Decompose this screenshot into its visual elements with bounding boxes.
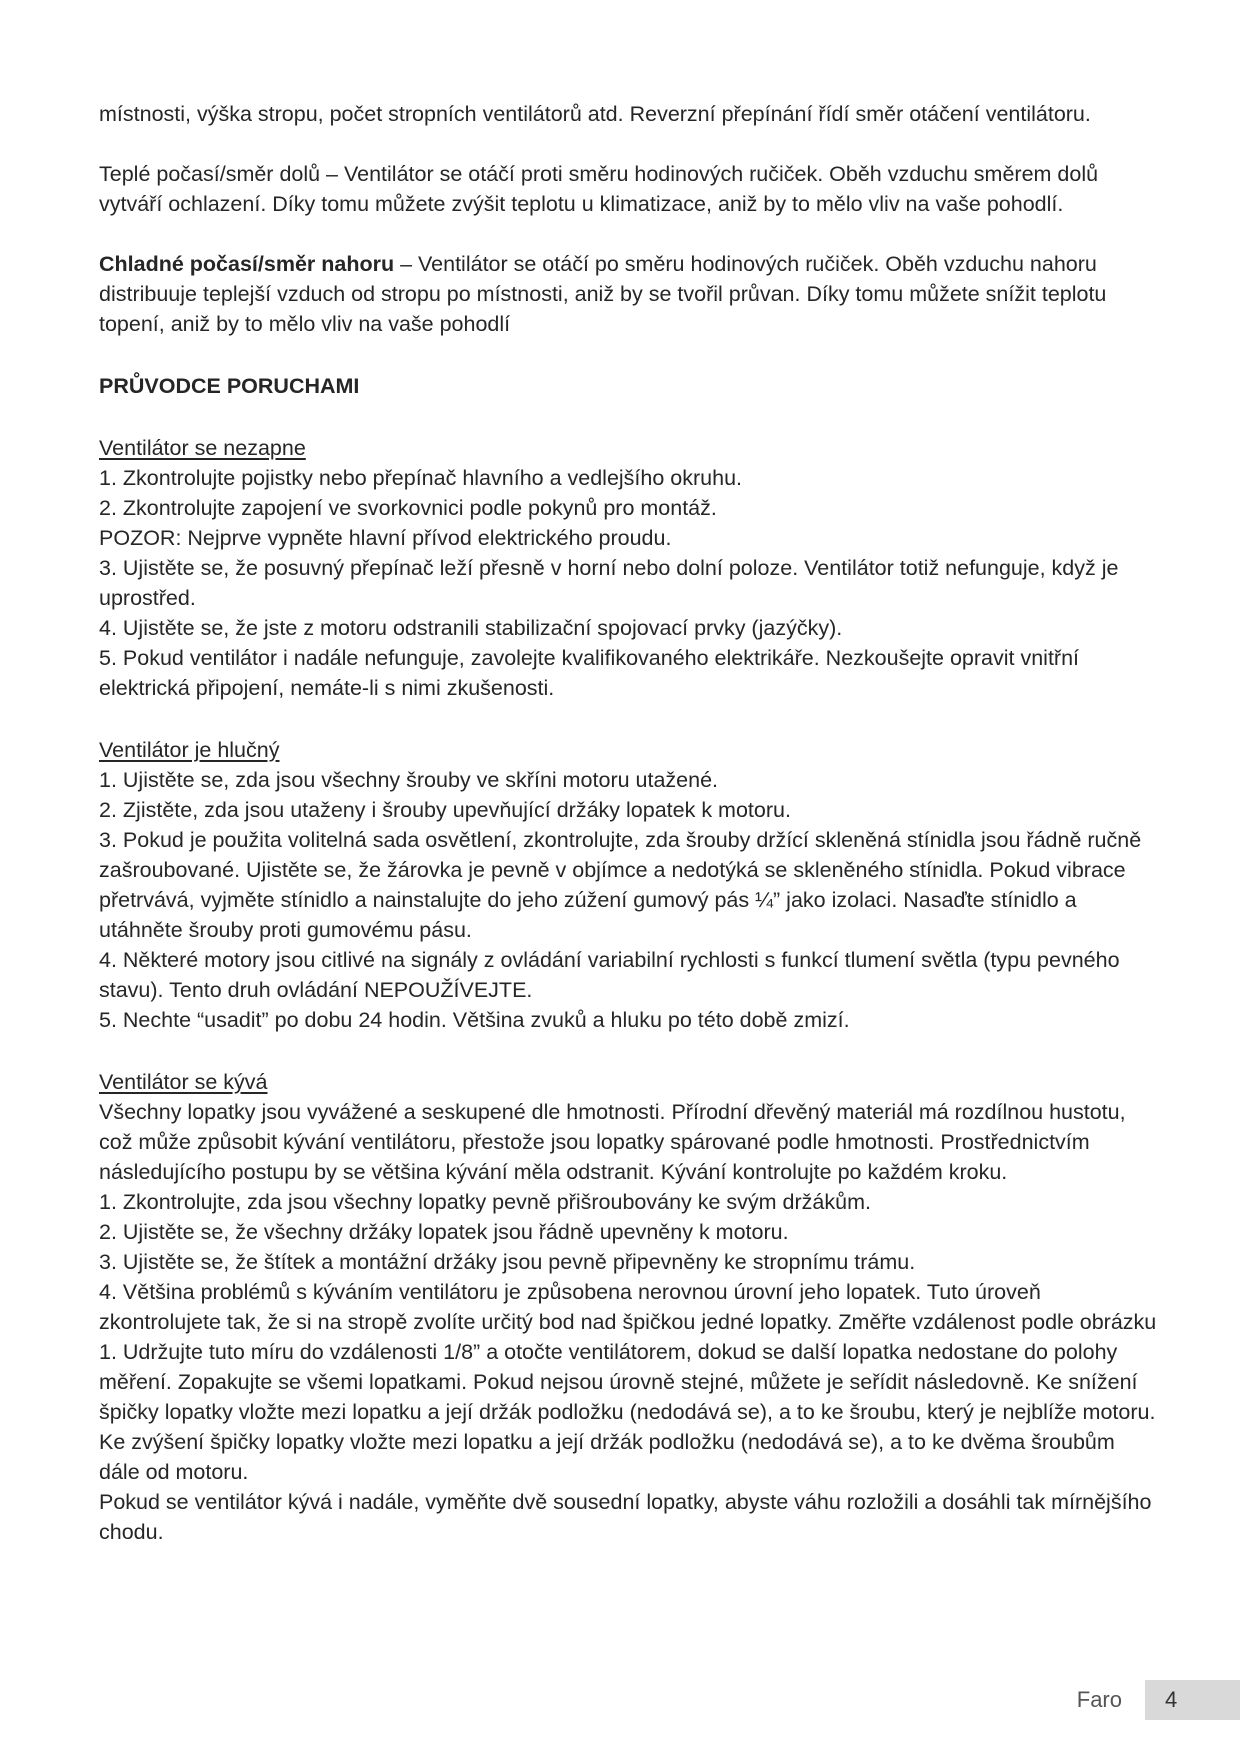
intro-paragraph-cold-weather bbox=[99, 249, 1159, 339]
list-item: 1. Zkontrolujte, zda jsou všechny lopatky pevně přišroubovány ke svým držákům. bbox=[99, 1190, 871, 1214]
section-title: Ventilátor se nezapne bbox=[99, 436, 306, 460]
page-footer bbox=[0, 1680, 1240, 1720]
intro-paragraph-warm-weather: Teplé počasí/směr dolů – Ventilátor se otáčí proti směru hodinových ručiček. Oběh vzduchu směrem dolů vytváří ochlazení. Díky tomu můžete zvýšit teplotu u klimatizace, aniž by to mělo vliv na vaše pohodlí. bbox=[99, 162, 1099, 216]
page-number: 4 bbox=[1145, 1680, 1240, 1720]
warning-note: POZOR: Nejprve vypněte hlavní přívod elektrického proudu. bbox=[99, 526, 672, 550]
list-item: 5. Pokud ventilátor i nadále nefunguje, zavolejte kvalifikovaného elektrikáře. Nezkoušejte opravit vnitřní elektrická připojení, nemáte-li s nimi zkušenosti. bbox=[99, 646, 1080, 700]
list-item: 2. Zjistěte, zda jsou utaženy i šrouby upevňující držáky lopatek k motoru. bbox=[99, 798, 791, 822]
cold-weather-text: – Ventilátor se otáčí po směru hodinových ručiček. Oběh vzduchu nahoru distribuuje teplejší vzduch od stropu po místnosti, aniž by se tvořil průvan. Díky tomu můžete snížit teplotu topení, aniž by to mělo vliv na vaše pohodlí bbox=[99, 252, 1107, 336]
cold-weather-label: Chladné počasí/směr nahoru bbox=[99, 252, 395, 276]
list-item: 5. Nechte “usadit” po dobu 24 hodin. Většina zvuků a hluku po této době zmizí. bbox=[99, 1008, 850, 1032]
section-title: Ventilátor je hlučný bbox=[99, 738, 280, 762]
list-item: 4. Většina problémů s kýváním ventilátoru je způsobena nerovnou úrovní jeho lopatek. Tuto úroveň zkontrolujete tak, že si na stropě zvolíte určitý bod nad špičkou jedné lopatky. Změřte vzdálenost podle obrázku 1. Udržujte tuto míru do vzdálenosti 1/8” a otočte ventilátorem, dokud se další lopatka nedostane do polohy měření. Zopakujte se všemi lopatkami. Pokud nejsou úrovně stejné, můžete je seřídit následovně. Ke snížení špičky lopatky vložte mezi lopatku a její držák podložku (nedodává se), a to ke šroubu, který je nejblíže motoru. Ke zvýšení špičky lopatky vložte mezi lopatku a její držák podložku (nedodává se), a to ke dvěma šroubům dále od motoru. bbox=[99, 1280, 1157, 1484]
list-item: 3. Pokud je použita volitelná sada osvětlení, zkontrolujte, zda šrouby držící skleněná stínidla jsou řádně ručně zašroubované. Ujistěte se, že žárovka je pevně v objímce a nedotýká se skleněného stínidla. Pokud vibrace přetrvává, vyjměte stínidlo a nainstalujte do jeho zúžení gumový pás ¼” jako izolaci. Nasaďte stínidlo a utáhněte šrouby proti gumovému pásu. bbox=[99, 828, 1142, 942]
list-item: 1. Ujistěte se, zda jsou všechny šrouby ve skříni motoru utažené. bbox=[99, 768, 719, 792]
section-fan-does-not-start bbox=[99, 433, 1159, 703]
list-item: 3. Ujistěte se, že posuvný přepínač leží přesně v horní nebo dolní poloze. Ventilátor totiž nefunguje, když je uprostřed. bbox=[99, 556, 1119, 610]
list-item: 2. Ujistěte se, že všechny držáky lopatek jsou řádně upevněny k motoru. bbox=[99, 1220, 789, 1244]
intro-paragraph-1: místnosti, výška stropu, počet stropních ventilátorů atd. Reverzní přepínání řídí směr otáčení ventilátoru. bbox=[99, 102, 1091, 126]
section-intro: Všechny lopatky jsou vyvážené a seskupené dle hmotnosti. Přírodní dřevěný materiál má rozdílnou hustotu, což může způsobit kývání ventilátoru, přestože jsou lopatky spárované podle hmotnosti. Prostřednictvím následujícího postupu by se většina kývání měla odstranit. Kývání kontrolujte po každém kroku. bbox=[99, 1100, 1126, 1184]
troubleshooting-heading: PRŮVODCE PORUCHAMI bbox=[99, 374, 360, 398]
list-item: 3. Ujistěte se, že štítek a montážní držáky jsou pevně připevněny ke stropnímu trámu. bbox=[99, 1250, 916, 1274]
list-item: 2. Zkontrolujte zapojení ve svorkovnici podle pokynů pro montáž. bbox=[99, 496, 717, 520]
closing-note: Pokud se ventilátor kývá i nadále, vyměňte dvě sousední lopatky, abyste váhu rozložili a dosáhli tak mírnějšího chodu. bbox=[99, 1490, 1152, 1544]
section-fan-is-noisy bbox=[99, 735, 1159, 1035]
footer-brand: Faro bbox=[1076, 1687, 1122, 1712]
section-title: Ventilátor se kývá bbox=[99, 1070, 268, 1094]
page-content bbox=[99, 99, 1159, 1547]
list-item: 1. Zkontrolujte pojistky nebo přepínač hlavního a vedlejšího okruhu. bbox=[99, 466, 743, 490]
section-fan-wobbles bbox=[99, 1067, 1159, 1547]
list-item: 4. Ujistěte se, že jste z motoru odstranili stabilizační spojovací prvky (jazýčky). bbox=[99, 616, 843, 640]
list-item: 4. Některé motory jsou citlivé na signály z ovládání variabilní rychlosti s funkcí tlumení světla (typu pevného stavu). Tento druh ovládání NEPOUŽÍVEJTE. bbox=[99, 948, 1120, 1002]
